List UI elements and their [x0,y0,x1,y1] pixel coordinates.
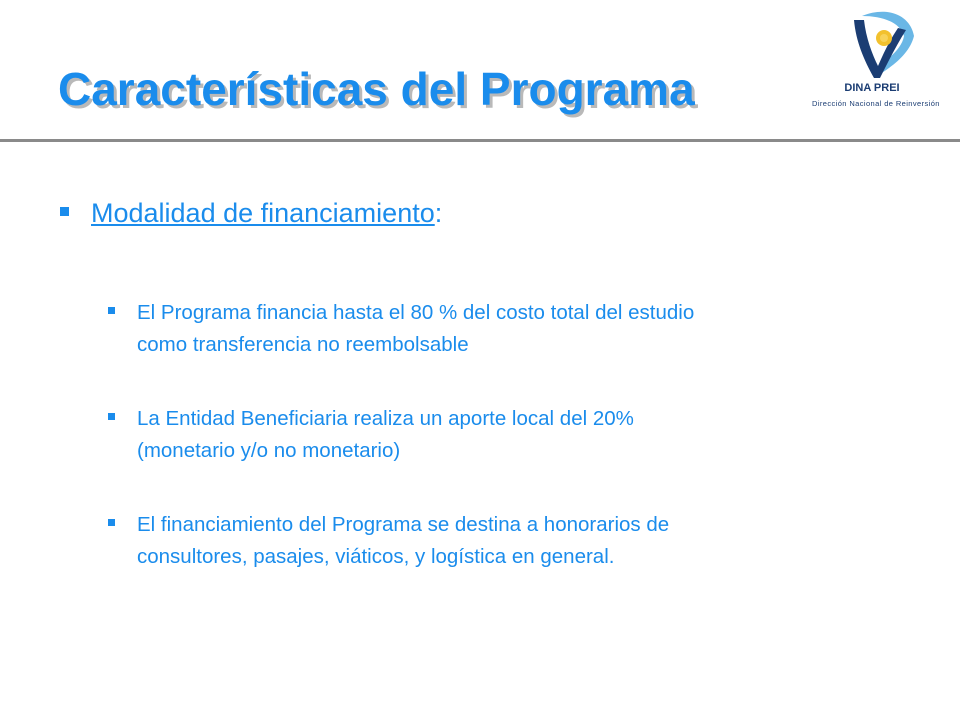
square-bullet-icon [108,307,115,314]
main-bullet-text [91,195,442,231]
sub-bullet-line: El Programa financia hasta el 80 % del costo total del estudio [137,301,695,324]
sub-bullet [108,403,908,467]
sub-bullet-line: consultores, pasajes, viáticos, y logística en general. [137,545,615,568]
square-bullet-icon [60,207,69,216]
sub-bullet-line: como transferencia no reembolsable [137,333,469,356]
square-bullet-icon [108,413,115,420]
sub-bullet-text [137,403,634,467]
sub-bullet-text [137,509,669,573]
dinaprei-logo [806,8,960,118]
sub-bullet-text [137,297,694,361]
sub-bullet-line: El financiamiento del Programa se destina a honorarios de [137,513,670,536]
sub-bullet [108,509,908,573]
slide-title: Características del Programa [58,63,695,115]
main-bullet [60,195,442,231]
sub-bullet-line: La Entidad Beneficiaria realiza un aporte local del 20% [137,407,634,430]
dinaprei-emblem-icon [806,8,960,82]
square-bullet-icon [108,519,115,526]
main-bullet-suffix: : [434,198,443,228]
sub-bullet-list [108,297,908,615]
logo-subtitle: Dirección Nacional de Reinversión [812,99,940,108]
logo-name: DINA PREI [844,82,900,94]
sub-bullet-line: (monetario y/o no monetario) [137,439,401,462]
title-divider [0,139,960,142]
sub-bullet [108,297,908,361]
main-bullet-label: Modalidad de financiamiento [91,198,435,228]
